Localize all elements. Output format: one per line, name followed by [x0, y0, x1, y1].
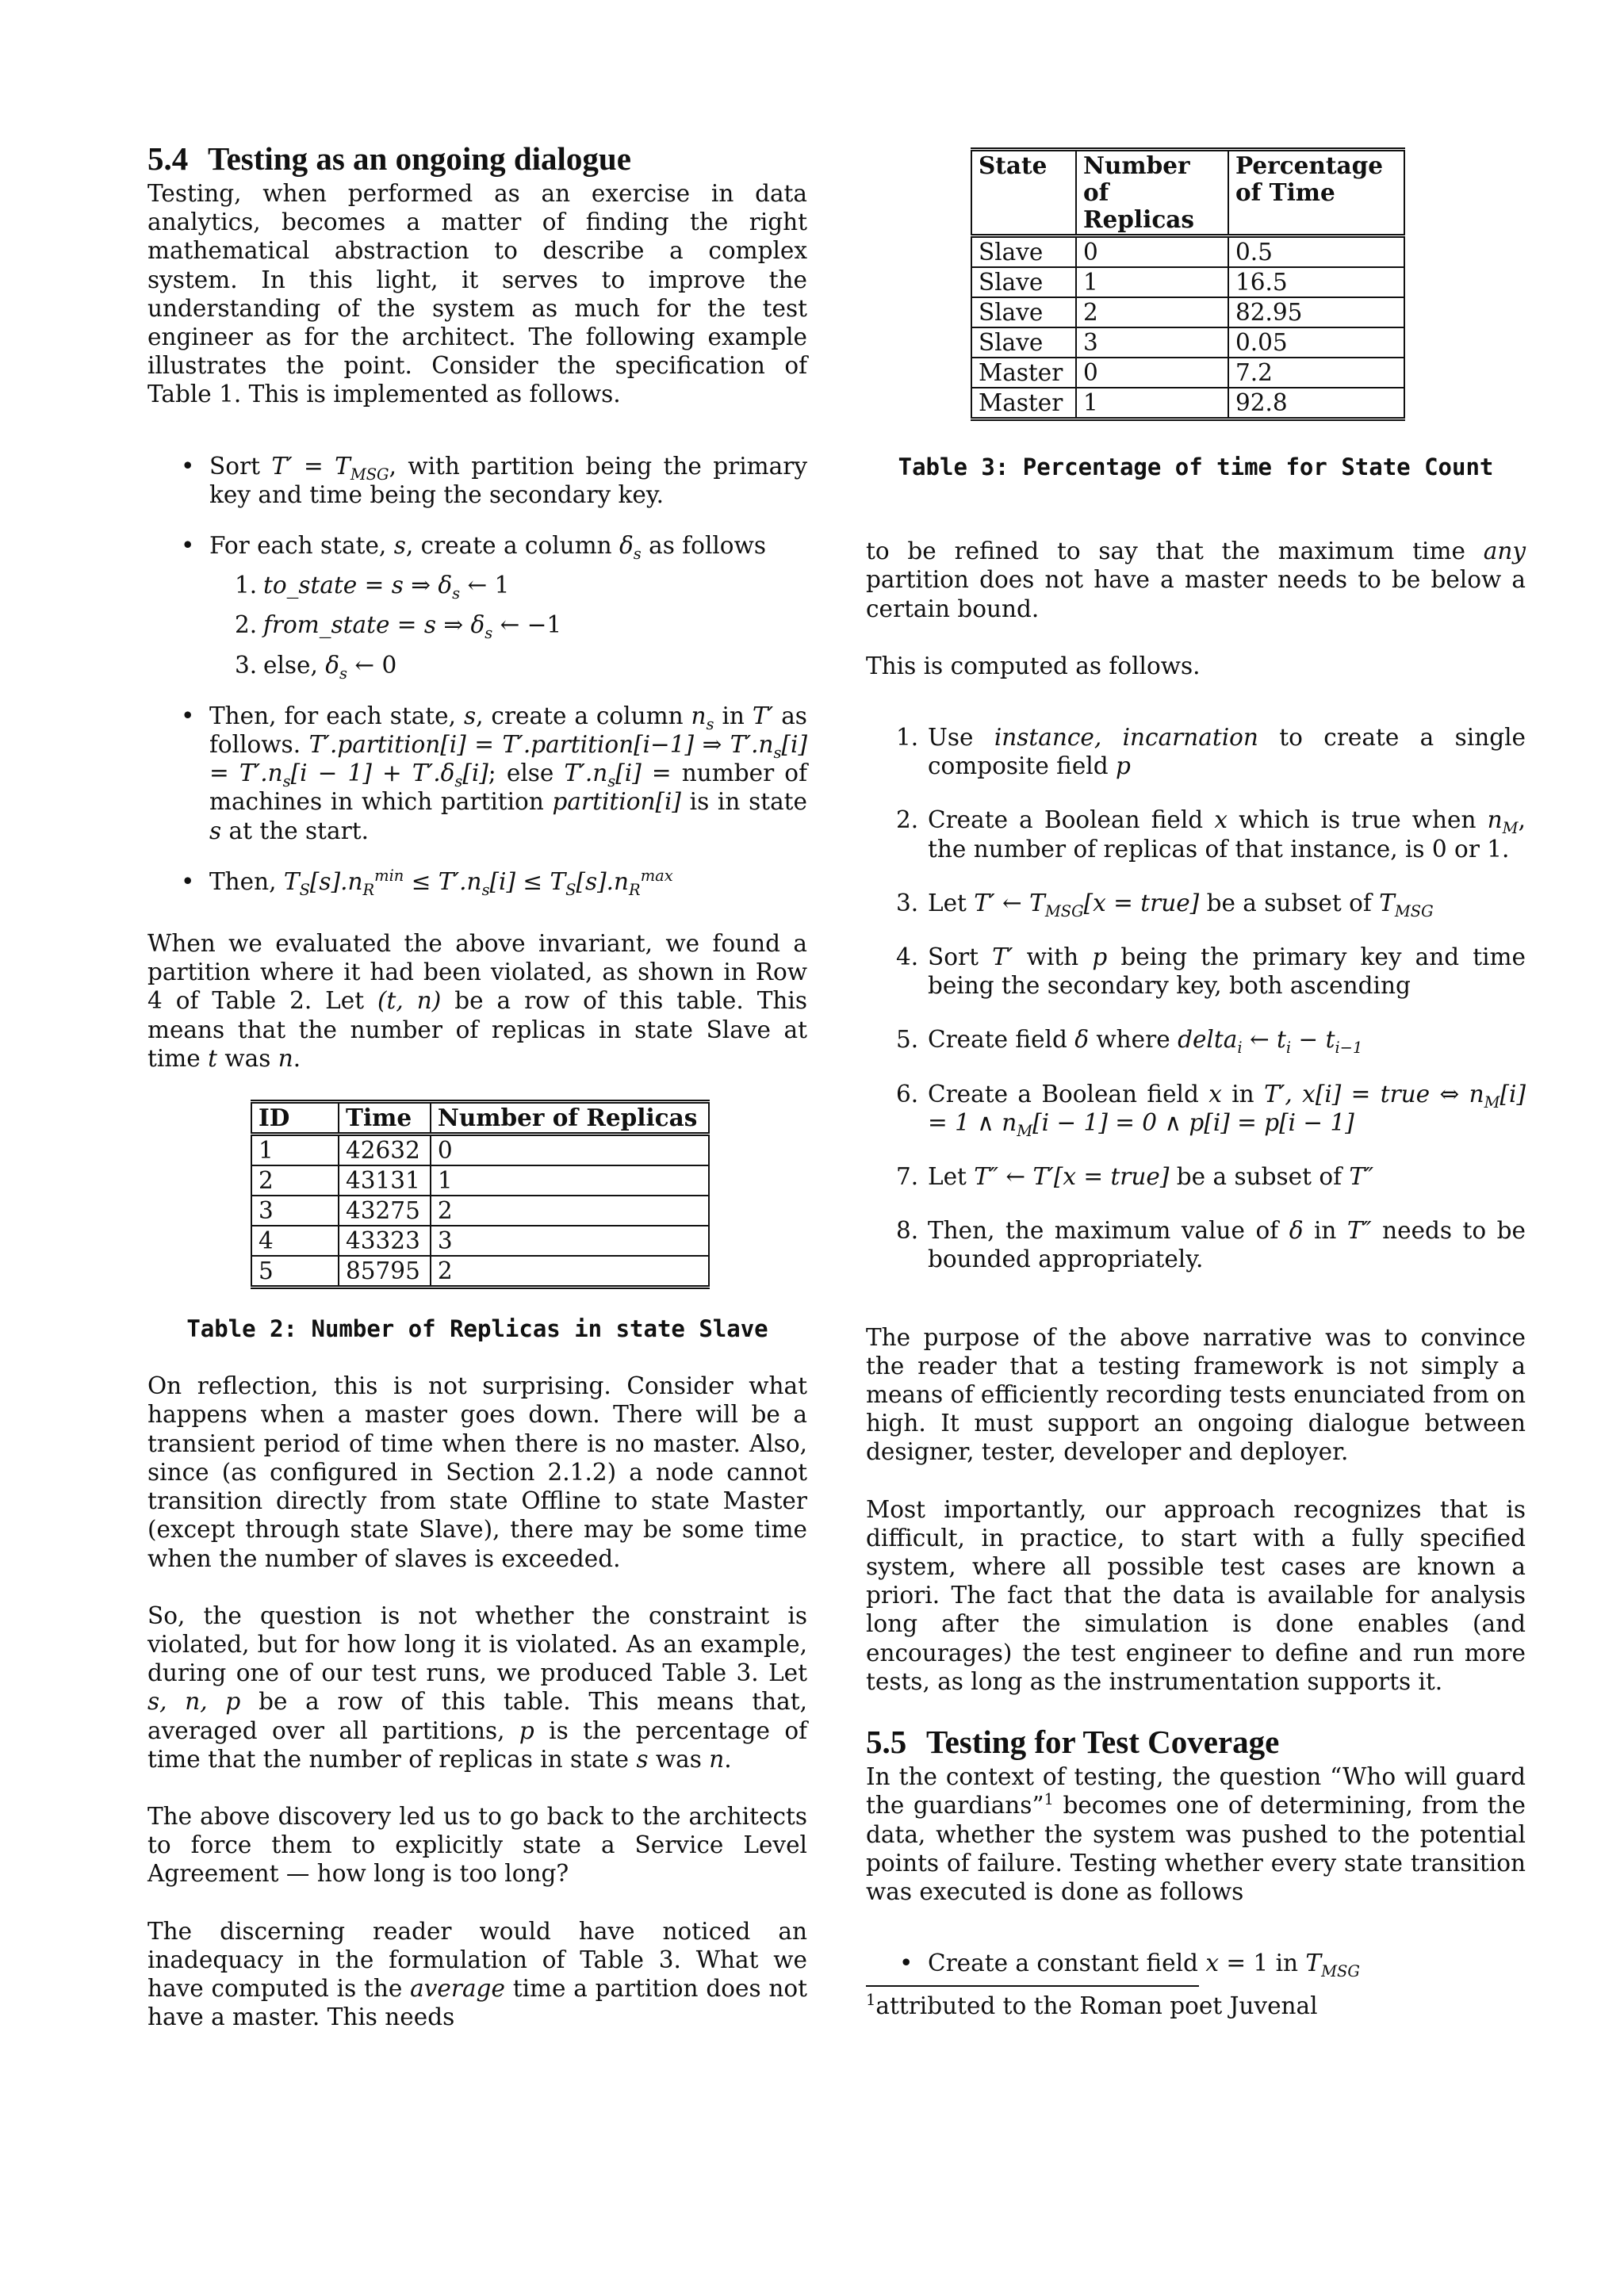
table-cell: 0.05: [1228, 327, 1404, 358]
table-cell: 0: [431, 1135, 709, 1166]
footnote-rule: [866, 1985, 1199, 1987]
table-cell: 1: [1076, 388, 1228, 419]
coverage-steps: [866, 1949, 1526, 1980]
table-3-caption: Table 3: Percentage of time for State Count: [898, 453, 1494, 480]
table-cell: 2: [431, 1196, 709, 1226]
purpose-paragraph: The purpose of the above narrative was to convince the reader that a testing framework is not simply a means of efficiently recording tests enunciated from on high. It must support an ongoing dialogue between designer, tester, developer and deployer.: [866, 1323, 1526, 1466]
table-header-row: [971, 150, 1404, 236]
table-cell: 2: [251, 1165, 339, 1196]
table-cell: 43275: [339, 1196, 431, 1226]
section-title: Testing for Test Coverage: [926, 1724, 1280, 1761]
table-cell: Slave: [971, 297, 1076, 327]
bullet-sort: • Sort $T' = T_{MSG}$, with partition being the primary key and time being the secondary key.: [147, 452, 807, 509]
table-2: [251, 1100, 710, 1289]
table-row: [251, 1196, 709, 1226]
left-column: [147, 141, 807, 2031]
table-cell: 3: [251, 1196, 339, 1226]
discerning-paragraph: The discerning reader would have noticed an inadequacy in the formulation of Table 3. What we have computed is the average time a partition does not have a master. This needs: [147, 1917, 807, 2031]
discovery-paragraph: The above discovery led us to go back to the architects to force them to explicitly state a Service Level Agreement — how long is too long?: [147, 1802, 807, 1888]
section-number: 5.5: [866, 1724, 907, 1761]
table-cell: 7.2: [1228, 358, 1404, 388]
table-cell: 2: [1076, 297, 1228, 327]
column-header: Time: [339, 1102, 431, 1135]
column-header: State: [971, 150, 1076, 236]
table-cell: 0: [1076, 358, 1228, 388]
table-2-caption: Table 2: Number of Replicas in state Slave: [186, 1315, 768, 1343]
table-cell: Slave: [971, 267, 1076, 297]
table-cell: 4: [251, 1226, 339, 1256]
table-cell: Slave: [971, 236, 1076, 268]
table-cell: 42632: [339, 1135, 431, 1166]
step-item: 2. Create a Boolean field x which is true when $n_M$, the number of replicas of that instance, is 0 or 1.: [896, 806, 1526, 863]
delta-rules: [209, 571, 807, 683]
section-number: 5.4: [147, 140, 189, 177]
importance-paragraph: Most importantly, our approach recognizes that is difficult, in practice, to start with a fully specified system, where all possible test cases are known a priori. The fact that the data is available for analysis long after the simulation is done enables (and encourages) the test engineer to define and run more tests, as long as the instrumentation supports it.: [866, 1495, 1526, 1695]
table-row: [971, 388, 1404, 419]
table-row: [251, 1226, 709, 1256]
table-row: [971, 267, 1404, 297]
table-cell: 43131: [339, 1165, 431, 1196]
step-item: 4. Sort T′ with p being the primary key and time being the secondary key, both ascending: [896, 943, 1526, 1000]
column-header: ID: [251, 1102, 339, 1135]
table-row: [971, 358, 1404, 388]
invariant-steps: [147, 452, 807, 899]
delta-rule-3: 3. else, $\delta_s$ ← 0: [235, 651, 397, 683]
table-cell: 16.5: [1228, 267, 1404, 297]
table-cell: Master: [971, 388, 1076, 419]
table-cell: 85795: [339, 1256, 431, 1288]
table-cell: Master: [971, 358, 1076, 388]
coverage-paragraph: In the context of testing, the question “Who will guard the guardians”$^1$ becomes one of determining, from the data, whether the system was pushed to the potential points of failure. Testing whether every state transition was executed is done as follows: [866, 1763, 1526, 1905]
section-title: Testing as an ongoing dialogue: [208, 140, 631, 177]
step-item: 7. Let T″ ← T′[x = true] be a subset of T″: [896, 1163, 1374, 1191]
table-header-row: [251, 1102, 709, 1135]
table-cell: Slave: [971, 327, 1076, 358]
table-row: [251, 1135, 709, 1166]
section-5-5-heading: [866, 1724, 1526, 1759]
question-paragraph: So, the question is not whether the constraint is violated, but for how long it is violated. As an example, during one of our test runs, we produced Table 3. Let s, n, p be a row of this table. This means that, averaged over all partitions, p is the percentage of time that the number of replicas in state s was n.: [147, 1601, 808, 1773]
computed-paragraph: This is computed as follows.: [866, 652, 1201, 679]
computation-steps: [866, 723, 1526, 1274]
delta-rule-1: 1. to_state = s ⇒ $\delta_s$ ← 1: [235, 572, 510, 603]
column-header: Number of Replicas: [1076, 150, 1228, 236]
table-cell: 2: [431, 1256, 709, 1288]
table-row: [251, 1165, 709, 1196]
table-cell: 43323: [339, 1226, 431, 1256]
table-cell: 92.8: [1228, 388, 1404, 419]
bullet-constant-field: • Create a constant field x = 1 in $T_{MSG}$: [866, 1949, 1526, 1977]
table-cell: 82.95: [1228, 297, 1404, 327]
step-item: 1. Use instance, incarnation to create a single composite field p: [896, 724, 1526, 780]
bullet-delta-column: • For each state, s, create a column $\delta_s$ as follows 1. to_state = s ⇒ $\delta_s$ ← 1 2. from_state = s ⇒ $\delta_s$ ← −1 3. else, $\delta_s$ ← 0: [147, 531, 807, 679]
table-row: [251, 1256, 709, 1288]
table-row: [971, 297, 1404, 327]
bullet-count-column: • Then, for each state, s, create a column $n_s$ in T′ as follows. T′.partition[i] = T′.partition[i−1] ⇒ $T'.n_s[i] = T'.n_s[i - 1] + T'.\delta_s[i]$; else $T'.n_s[i]$ = number of machines in which partition partition[i] is in state s at the start.: [147, 702, 807, 845]
delta-rule-2: 2. from_state = s ⇒ $\delta_s$ ← −1: [235, 611, 562, 643]
refine-paragraph: to be refined to say that the maximum time any partition does not have a master needs to be below a certain bound.: [866, 538, 1526, 622]
table-cell: 1: [1076, 267, 1228, 297]
intro-paragraph: Testing, when performed as an exercise in data analytics, becomes a matter of finding the right mathematical abstraction to describe a complex system. In this light, it serves to improve the understanding of the system as much for the test engineer as for the architect. The following example illustrates the point. Consider the specification of Table 1. This is implemented as follows.: [147, 180, 807, 408]
table-cell: 1: [251, 1135, 339, 1166]
bullet-bound: • Then, $T_S[s].n_R^{min} \le T'.n_s[i] \le T_S[s].n_R^{max}$: [147, 867, 807, 896]
table-cell: 3: [1076, 327, 1228, 358]
table-cell: 0.5: [1228, 236, 1404, 268]
table-cell: 1: [431, 1165, 709, 1196]
table-cell: 3: [431, 1226, 709, 1256]
table-row: [971, 236, 1404, 268]
evaluation-paragraph: When we evaluated the above invariant, we found a partition where it had been violated, as shown in Row 4 of Table 2. Let (t, n) be a row of this table. This means that the number of replicas in state Slave at time t was n.: [147, 930, 807, 1072]
table-row: [971, 327, 1404, 358]
column-header: Percentage of Time: [1228, 150, 1404, 236]
step-item: 8. Then, the maximum value of δ in T″ needs to be bounded appropriately.: [896, 1217, 1526, 1273]
step-item: 3. Let T′ ← $T_{MSG}[x$ = true] be a subset of $T_{MSG}$: [896, 889, 1434, 920]
step-item: 5. Create field δ where delta$_i$ ← $t_i - t_{i-1}$: [896, 1026, 1363, 1058]
right-column: [866, 147, 1526, 2021]
section-5-4-heading: [147, 141, 807, 176]
table-3: [971, 147, 1405, 421]
column-header: Number of Replicas: [431, 1102, 709, 1135]
footnote-mark: 1: [1044, 1790, 1054, 1809]
footnote: $^1$attributed to the Roman poet Juvenal: [866, 1991, 1318, 2020]
table-cell: 5: [251, 1256, 339, 1288]
table-cell: 0: [1076, 236, 1228, 268]
step-item: 6. Create a Boolean field x in T′, x[i] = true ⇔ $n_M[i] = 1$ ∧ $n_M[i - 1] = 0$ ∧ p[i] = p[i − 1]: [896, 1080, 1526, 1140]
reflection-paragraph: On reflection, this is not surprising. Consider what happens when a master goes down. There will be a transient period of time when there is no master. Also, since (as configured in Section 2.1.2) a node cannot transition directly from state Offline to state Master (except through state Slave), there may be some time when the number of slaves is exceeded.: [147, 1372, 807, 1572]
